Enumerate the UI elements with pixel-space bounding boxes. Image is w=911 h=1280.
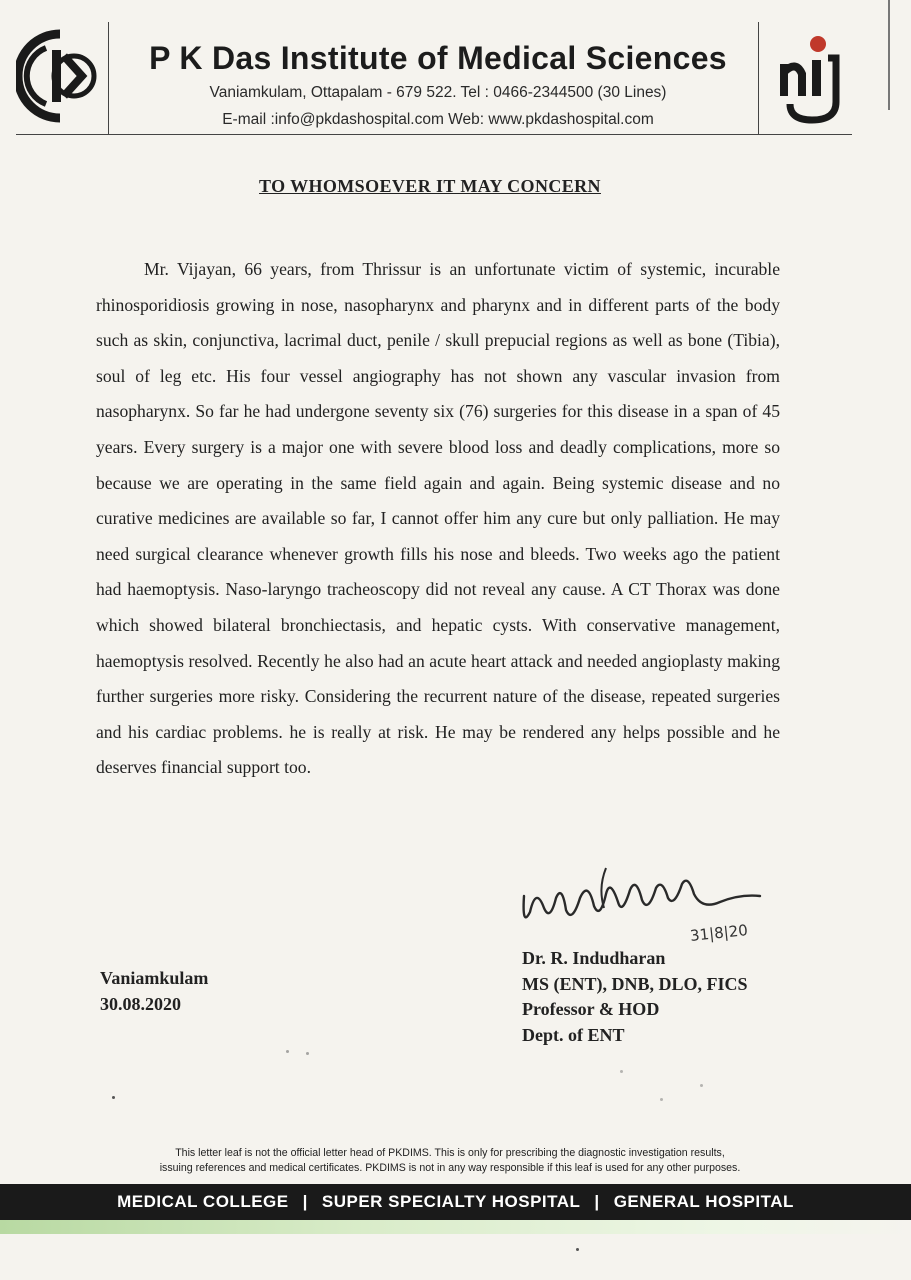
header-divider-left: [108, 22, 109, 134]
institute-contact: E-mail :info@pkdashospital.com Web: www.pkdashospital.com: [222, 111, 654, 128]
speck: [576, 1248, 579, 1251]
header-divider-right: [758, 22, 759, 134]
letter-date: 30.08.2020: [100, 993, 181, 1014]
doctor-name: Dr. R. Indudharan: [522, 948, 666, 968]
footer-item-general-hospital: GENERAL HOSPITAL: [613, 1192, 794, 1211]
footer-green-strip: [0, 1220, 911, 1234]
footer-separator: |: [594, 1192, 600, 1211]
margin-mark: [888, 0, 890, 110]
speck: [112, 1096, 115, 1099]
speck: [660, 1098, 663, 1101]
pkdims-logo-icon: [16, 26, 106, 126]
speck: [620, 1070, 623, 1073]
speck: [306, 1052, 309, 1055]
place-date-block: [100, 966, 208, 1017]
footer-bar: [0, 1184, 911, 1220]
group-logo-icon: [778, 34, 842, 126]
signature-date: 31|8|20: [689, 921, 749, 945]
disclaimer-line-2: issuing references and medical certificates. PKDIMS is not in any way responsible if this leaf is used for any other purposes.: [159, 1162, 741, 1174]
institute-name: P K Das Institute of Medical Sciences: [149, 40, 727, 76]
letter-place: Vaniamkulam: [100, 968, 209, 988]
footer-item-super-specialty: SUPER SPECIALTY HOSPITAL: [321, 1192, 581, 1211]
footer-item-medical-college: MEDICAL COLLEGE: [117, 1192, 289, 1211]
disclaimer-line-1: This letter leaf is not the official letter head of PKDIMS. This is only for prescribing the diagnostic investigation results,: [175, 1147, 725, 1159]
speck: [700, 1084, 703, 1087]
letter-body: Mr. Vijayan, 66 years, from Thrissur is an unfortunate victim of systemic, incurable rhinosporidiosis growing in nose, nasopharynx and pharynx and in different parts of the body such as skin, conjunctiva, lacrimal duct, penile / skull prepucial regions as well as bone (Tibia), soul of leg etc. His four vessel angiography has not shown any vascular invasion from nasopharynx. So far he had undergone seventy six (76) surgeries for this disease in a span of 45 years. Every surgery is a major one with severe blood loss and deadly complications, more so because we are operating in the same field again and again. Being systemic disease and no curative medicines are available so far, I cannot offer him any cure but only palliation. He may need surgical clearance whenever growth fills his nose and bleeds. Two weeks ago the patient had haemoptysis. Naso-laryngo tracheoscopy did not reveal any cause. A CT Thorax was done which showed bilateral bronchiectasis, and hepatic cysts. With conservative management, haemoptysis resolved. Recently he also had an acute heart attack and needed angioplasty making further surgeries more risky. Considering the recurrent nature of the disease, repeated surgeries and his cardiac problems. he is really at risk. He may be rendered any helps possible and he deserves financial support too.: [96, 259, 780, 778]
doctor-department: Dept. of ENT: [522, 1024, 625, 1045]
letter-subject: TO WHOMSOEVER IT MAY CONCERN: [259, 176, 601, 196]
institute-address: Vaniamkulam, Ottapalam - 679 522. Tel : 0466-2344500 (30 Lines): [209, 84, 667, 101]
doctor-qualifications: MS (ENT), DNB, DLO, FICS: [522, 973, 748, 994]
header-rule: [16, 134, 852, 135]
doctor-details: [522, 946, 748, 1048]
doctor-designation: Professor & HOD: [522, 999, 660, 1019]
speck: [286, 1050, 289, 1053]
footer-separator: |: [302, 1192, 308, 1211]
disclaimer: [110, 1146, 790, 1176]
